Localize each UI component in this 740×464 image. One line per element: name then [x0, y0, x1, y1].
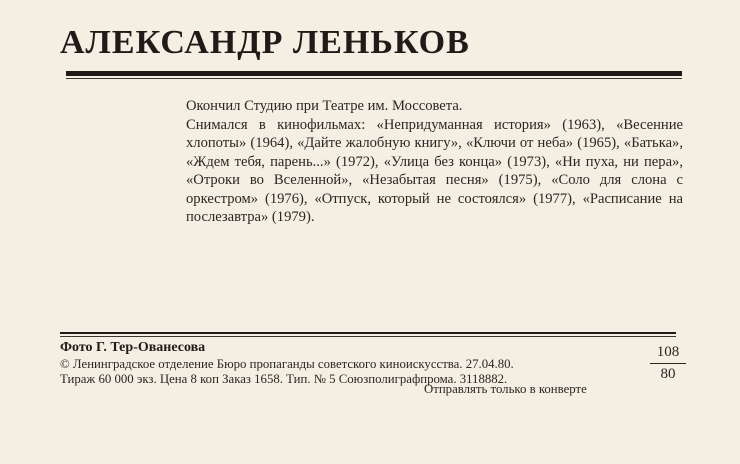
fraction-numerator: 108 — [656, 344, 680, 360]
publisher-line-1: © Ленинградское отделение Бюро пропаганды советского киноискусства. 27.04.80. — [60, 357, 514, 371]
photo-credit: Фото Г. Тер-Ованесова — [60, 340, 206, 355]
publisher-line-2: Тираж 60 000 экз. Цена 8 коп Заказ 1658. Тип. № 5 Союзполиграфпрома. 3118882. — [60, 372, 508, 386]
fraction-bar — [650, 363, 686, 364]
catalog-fraction — [650, 343, 686, 384]
top-divider — [66, 71, 682, 79]
bottom-divider — [60, 332, 676, 337]
biography-text — [186, 97, 683, 227]
envelope-note: Отправлять только в конверте — [424, 382, 587, 396]
bio-paragraph-education: Окончил Студию при Театре им. Моссовета. — [186, 98, 463, 114]
actor-name-title: АЛЕКСАНДР ЛЕНЬКОВ — [60, 24, 470, 61]
fraction-denominator: 80 — [660, 366, 676, 382]
bio-paragraph-filmography: Снимался в кинофильмах: «Непридуманная история» (1963), «Весенние хлопоты» (1964), «Дайте жалобную книгу», «Ключи от неба» (1965), «Батька», «Ждем тебя, парень...» (1972), «Улица без конца» (1973), «Ни пуха, ни пера», «Отроки во Вселенной», «Незабытая песня» (1975), «Соло для слона с оркестром» (1976), «Отпуск, который не состоялся» (1977), «Расписание на послезавтра» (1979). — [186, 116, 683, 225]
